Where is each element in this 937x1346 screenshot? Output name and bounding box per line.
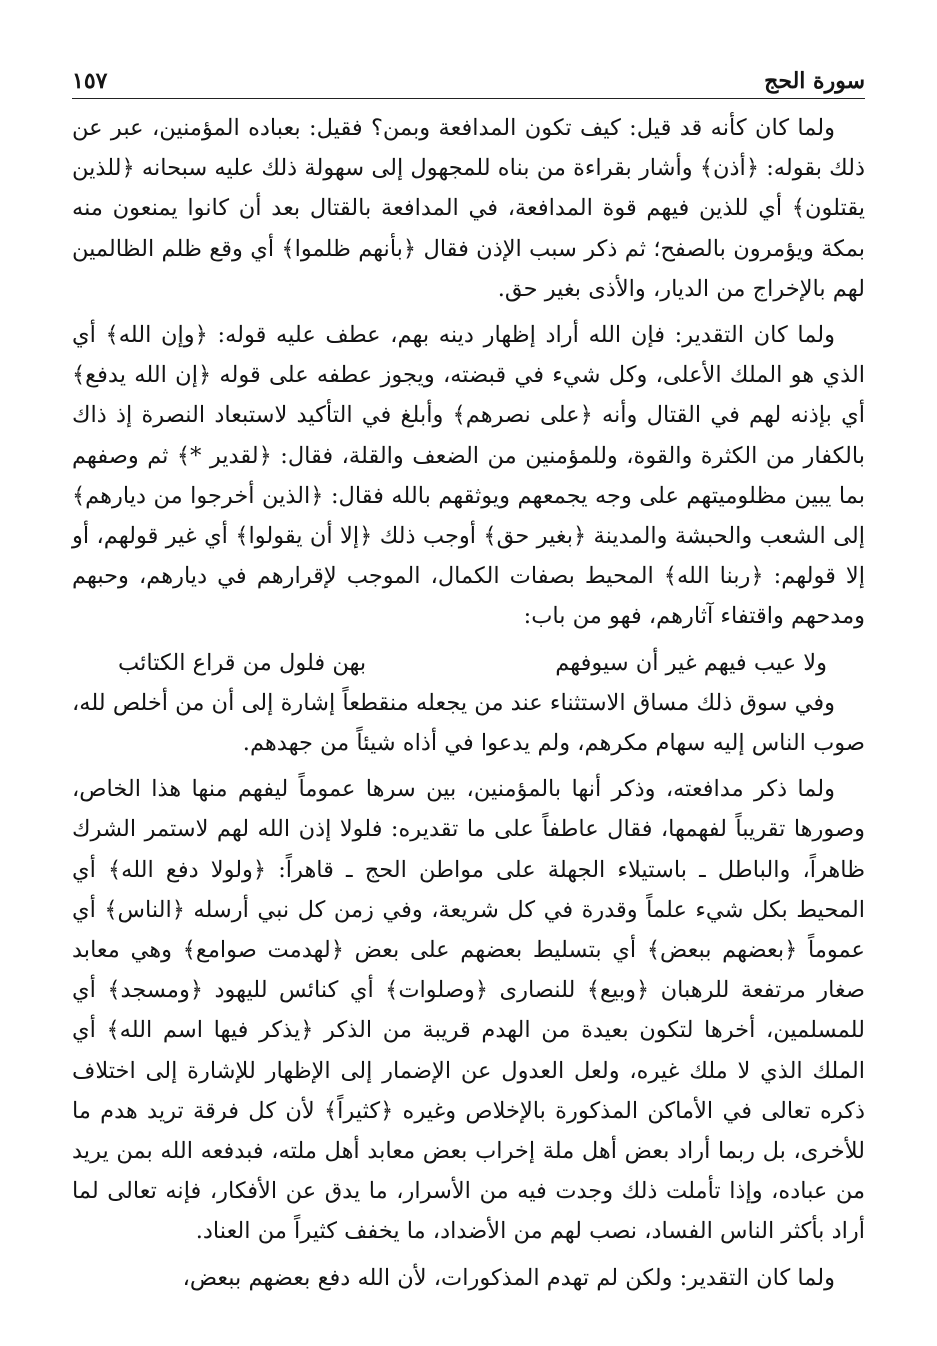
page-number: ١٥٧ (72, 68, 108, 94)
verse-first-hemistich: ولا عيب فيهم غير أن سيوفهم (555, 649, 827, 676)
verse-second-hemistich: بهن فلول من قراع الكتائب (118, 649, 367, 676)
page-header (72, 60, 865, 99)
paragraph-2: ولما كان التقدير: فإن الله أراد إظهار دينه بهم، عطف عليه قوله: ﴿وإن الله﴾ أي الذي هو الملك الأعلى، وكل شيء في قبضته، ويجوز عطفه على قوله ﴿إن الله يدفع﴾ أي بإذنه لهم في القتال وأنه ﴿على نصرهم﴾ وأبلغ في التأكيد لاستبعاد النصرة إذ ذاك بالكفار من الكثرة والقوة، وللمؤمنين من الضعف والقلة، فقال: ﴿لقدير *﴾ ثم وصفهم بما يبين مظلوميتهم على وجه يجمعهم ويوثقهم بالله فقال: ﴿الذين أخرجوا من ديارهم﴾ إلى الشعب والحبشة والمدينة ﴿بغير حق﴾ أوجب ذلك ﴿إلا أن يقولوا﴾ أي غير قولهم، أو إلا قولهم: ﴿ربنا الله﴾ المحيط بصفات الكمال، الموجب لإقرارهم في ديارهم، وحبهم ومدحهم واقتفاء آثارهم، فهو من باب: (72, 322, 865, 630)
paragraph-1: ولما كان كأنه قد قيل: كيف تكون المدافعة وبمن؟ فقيل: بعباده المؤمنين، عبر عن ذلك بقوله: ﴿أذن﴾ وأشار بقراءة من بناه للمجهول إلى سهولة ذلك عليه سبحانه ﴿للذين يقتلون﴾ أي للذين فيهم قوة المدافعة، في المدافعة بالقتال بعد أن كانوا يمنعون منه بمكة ويؤمرون بالصفح؛ ثم ذكر سبب الإذن فقال ﴿بأنهم ظلموا﴾ أي وقع ظلم الظالمين لهم بالإخراج من الديار، والأذى بغير حق. (72, 115, 865, 302)
surah-title: سورة الحج (764, 68, 865, 94)
page-body (72, 108, 865, 1304)
poetry-verse (72, 643, 865, 683)
paragraph-5: ولما كان التقدير: ولكن لم تهدم المذكورات، لأن الله دفع بعضهم ببعض، (182, 1264, 835, 1291)
paragraph-4: ولما ذكر مدافعته، وذكر أنها بالمؤمنين، بين سرها عموماً ليفهم منها هذا الخاص، وصورها تقريباً لفهمها، فقال عاطفاً على ما تقديره: فلولا إذن الله لهم لاستمر الشرك ظاهراً، والباطل ـ باستيلاء الجهلة على مواطن الحج ـ قاهراً: ﴿ولولا دفع الله﴾ أي المحيط بكل شيء علماً وقدرة في كل شريعة، وفي زمن كل نبي أرسله ﴿الناس﴾ أي عموماً ﴿بعضهم ببعض﴾ أي بتسليط بعضهم على بعض ﴿لهدمت صوامع﴾ وهي معابد صغار مرتفعة للرهبان ﴿وبيع﴾ للنصارى ﴿وصلوات﴾ أي كنائس لليهود ﴿ومسجد﴾ أي للمسلمين، أخرها لتكون بعيدة من الهدم قريبة من الذكر ﴿يذكر فيها اسم الله﴾ أي الملك الذي لا ملك غيره، ولعل العدول عن الإضمار إلى الإظهار للإشارة إلى اختلاف ذكره تعالى في الأماكن المذكورة بالإخلاص وغيره ﴿كثيراً﴾ لأن كل فرقة تريد هدم ما للأخرى، بل ربما أراد بعض أهل ملة إخراب بعض معابد أهل ملته، فبدفعه الله بمن يريد من عباده، وإذا تأملت ذلك وجدت فيه من الأسرار، ما يدق عن الأفكار، فإنه تعالى لما أراد بأكثر الناس الفساد، نصب لهم من الأضداد، ما يخفف كثيراً من العناد. (72, 776, 865, 1245)
paragraph-3: وفي سوق ذلك مساق الاستثناء عند من يجعله منقطعاً إشارة إلى أن من أخلص لله، صوب الناس إليه سهام مكرهم، ولم يدعوا في أذاه شيئاً من جهدهم. (72, 689, 865, 757)
